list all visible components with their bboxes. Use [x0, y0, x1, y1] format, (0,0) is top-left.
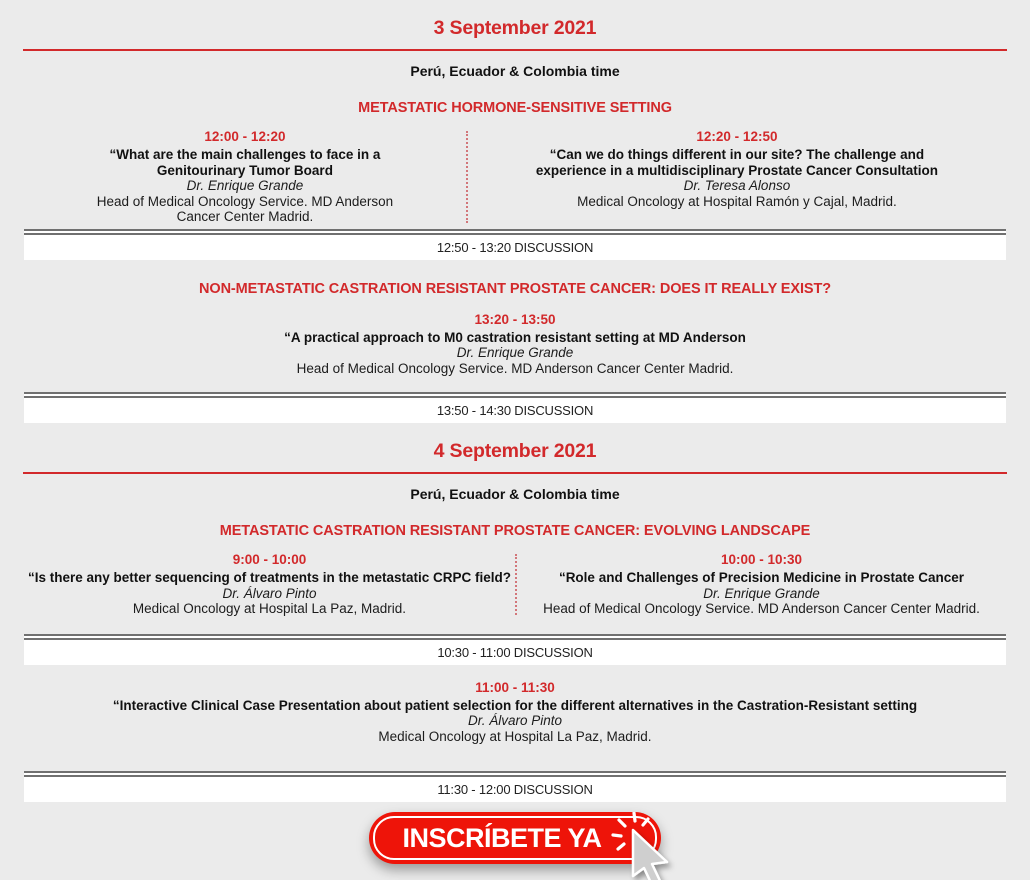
session-speaker: Dr. Álvaro Pinto: [467, 713, 563, 728]
session-speaker: Dr. Enrique Grande: [703, 585, 820, 601]
session-card: [517, 552, 1006, 617]
discussion-band: [24, 229, 1006, 260]
session-affiliation: Head of Medical Oncology Service. MD Anderson Cancer Center Madrid.: [96, 193, 394, 224]
session-speaker: Dr. Enrique Grande: [456, 345, 574, 360]
session-affiliation: Head of Medical Oncology Service. MD Anderson Cancer Center Madrid.: [296, 360, 734, 376]
session-body: [517, 570, 1006, 617]
session-card: [24, 129, 466, 225]
session-speaker: Dr. Enrique Grande: [186, 178, 304, 193]
session-time: 12:20 - 12:50: [696, 129, 778, 144]
discussion-label: 10:30 - 11:00 DISCUSSION: [437, 644, 593, 660]
day-1-red-divider: [23, 49, 1007, 51]
discussion-label: 11:30 - 12:00 DISCUSSION: [437, 782, 593, 797]
discussion-label: 13:50 - 14:30 DISCUSSION: [436, 403, 594, 418]
session-title: “Is there any better sequencing of treatments in the metastatic CRPC field?: [27, 570, 512, 585]
day-1-topic-2-heading: NON-METASTATIC CASTRATION RESISTANT PROSTATE CANCER: DOES IT REALLY EXIST?: [199, 280, 831, 297]
register-button-label: INSCRÍBETE YA: [402, 822, 602, 853]
day-2-topic-1-heading: METASTATIC CASTRATION RESISTANT PROSTATE CANCER: EVOLVING LANDSCAPE: [219, 523, 811, 539]
session-affiliation: Medical Oncology at Hospital Ramón y Cajal, Madrid.: [577, 193, 897, 209]
session-time: 13:20 - 13:50: [474, 311, 556, 327]
session-title: “What are the main challenges to face in a Genitourinary Tumor Board: [109, 147, 381, 178]
session-card: [35, 680, 995, 745]
session-affiliation: Head of Medical Oncology Service. MD Anderson Cancer Center Madrid.: [543, 601, 980, 616]
discussion-band: [24, 392, 1006, 423]
session-time: 11:00 - 11:30: [475, 679, 555, 695]
session-affiliation: Medical Oncology at Hospital La Paz, Madrid.: [378, 728, 652, 744]
session-card: [24, 552, 515, 617]
discussion-label: 12:50 - 13:20 DISCUSSION: [436, 239, 594, 255]
discussion-band: [24, 634, 1006, 665]
session-title: “Role and Challenges of Precision Medicine in Prostate Cancer: [558, 570, 965, 585]
session-time: 9:00 - 10:00: [232, 552, 307, 567]
day-2-date-heading: 4 September 2021: [433, 440, 597, 462]
session-speaker: Dr. Teresa Alonso: [683, 178, 791, 193]
session-title: “Can we do things different in our site? The challenge and experience in a multidisciplinary Prostate Cancer Consultation: [535, 147, 938, 178]
day-2-section: [0, 423, 1030, 802]
session-body: [24, 570, 515, 617]
day-1-sessions-row: [24, 129, 1006, 225]
day-1-timezone-label: Perú, Ecuador & Colombia time: [410, 63, 620, 79]
day-2-sessions-row: [24, 552, 1006, 617]
day-1-section: [0, 0, 1030, 423]
day-2-red-divider: [23, 472, 1007, 474]
session-card: [468, 129, 1006, 225]
day-1-topic-1-heading: METASTATIC HORMONE-SENSITIVE SETTING: [358, 100, 672, 116]
session-body: [529, 147, 944, 209]
register-button[interactable]: [369, 812, 661, 864]
cta-row: [0, 812, 1030, 864]
session-affiliation: Medical Oncology at Hospital La Paz, Madrid.: [132, 601, 407, 616]
session-card: [35, 312, 995, 377]
session-time: 10:00 - 10:30: [720, 552, 803, 567]
session-title: “A practical approach to M0 castration resistant setting at MD Anderson: [284, 329, 746, 345]
session-time: 12:00 - 12:20: [204, 129, 286, 144]
register-button-inner-ring: [373, 816, 657, 860]
day-2-timezone-label: Perú, Ecuador & Colombia time: [410, 486, 620, 502]
session-body: [90, 147, 400, 225]
day-1-date-heading: 3 September 2021: [433, 17, 597, 39]
discussion-band: [24, 771, 1006, 802]
session-title: “Interactive Clinical Case Presentation about patient selection for the different alternatives in the Castration-Resistant setting: [112, 697, 918, 713]
session-speaker: Dr. Álvaro Pinto: [222, 585, 317, 601]
